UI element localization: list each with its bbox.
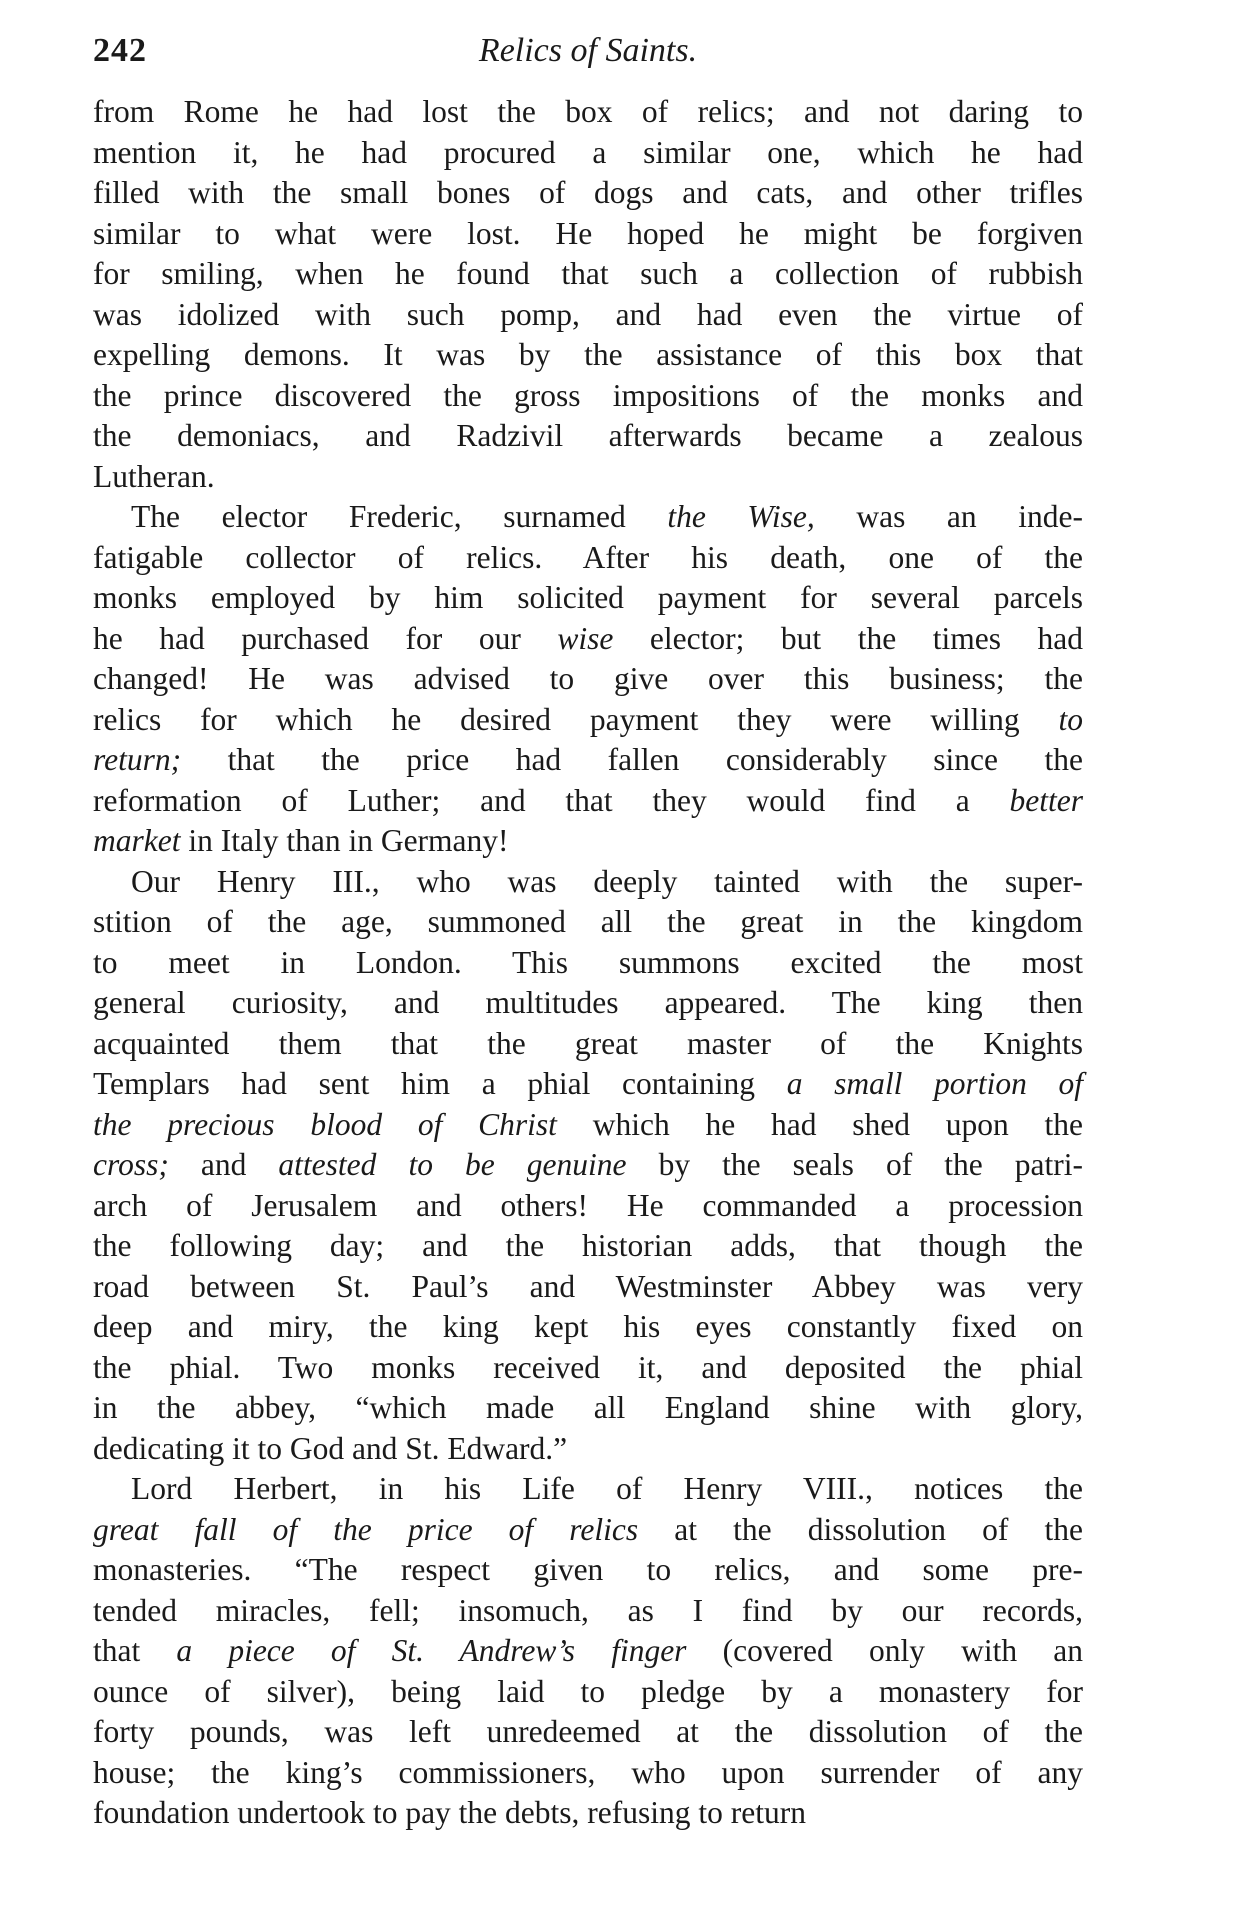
text-run: the prince discovered the gross impositions of the monks and xyxy=(93,377,1083,413)
italic-text: great fall of the price of relics xyxy=(93,1511,639,1547)
text-line xyxy=(93,578,1083,619)
italic-text: a piece of St. Andrew’s finger xyxy=(176,1633,687,1668)
page-number: 242 xyxy=(93,32,147,69)
text-run: house; the king’s commissioners, who upon surrender of any xyxy=(93,1754,1083,1790)
text-run: Templars had sent him a phial containing xyxy=(93,1066,787,1101)
text-line xyxy=(93,821,1083,862)
text-line xyxy=(93,1186,1083,1227)
text-line xyxy=(93,416,1083,457)
text-run: filled with the small bones of dogs and cats, and other trifles xyxy=(93,175,1083,210)
text-run: fatigable collector of relics. After his death, one of the xyxy=(93,539,1083,575)
text-line xyxy=(93,862,1083,903)
text-line xyxy=(93,1550,1083,1591)
text-line xyxy=(93,254,1083,295)
text-run: which he had shed upon the xyxy=(556,1106,1083,1142)
italic-text: cross; xyxy=(93,1147,169,1182)
text-run: and xyxy=(168,1147,279,1182)
text-run: changed! He was advised to give over this business; the xyxy=(93,661,1083,696)
text-run: was an inde- xyxy=(814,499,1083,534)
text-run: Our Henry III., who was deeply tainted with the super- xyxy=(131,863,1083,899)
italic-text: the Wise, xyxy=(667,499,815,534)
text-line xyxy=(93,1753,1083,1794)
italic-text: return; xyxy=(93,742,182,777)
text-line xyxy=(93,457,1083,498)
text-line xyxy=(93,1267,1083,1308)
text-run: in the abbey, “which made all England shine with glory, xyxy=(93,1390,1083,1425)
text-run: that the price had fallen considerably since the xyxy=(181,742,1083,777)
italic-text: wise xyxy=(557,620,614,656)
body-text xyxy=(93,92,1083,1834)
text-line xyxy=(93,1712,1083,1753)
text-line xyxy=(93,538,1083,579)
italic-text: the precious blood of Christ xyxy=(93,1106,557,1142)
text-line xyxy=(93,133,1083,174)
paragraph xyxy=(93,92,1083,497)
text-line xyxy=(93,659,1083,700)
text-run: to meet in London. This summons excited the most xyxy=(93,944,1083,980)
text-line xyxy=(93,1064,1083,1105)
text-run: the following day; and the historian adds, that though the xyxy=(93,1228,1083,1263)
text-line xyxy=(93,700,1083,741)
text-run: relics for which he desired payment they were willing xyxy=(93,701,1059,737)
text-run: he had purchased for our xyxy=(93,620,558,656)
text-run: monks employed by him solicited payment for several parcels xyxy=(93,580,1083,615)
text-run: was idolized with such pomp, and had even the virtue of xyxy=(93,296,1083,332)
text-run: that xyxy=(93,1633,177,1668)
text-line xyxy=(93,1672,1083,1713)
text-run: from Rome he had lost the box of relics; and not daring to xyxy=(93,94,1083,129)
text-line xyxy=(93,943,1083,984)
text-line xyxy=(93,1307,1083,1348)
text-line xyxy=(93,497,1083,538)
text-run: general curiosity, and multitudes appeared. The king then xyxy=(93,985,1083,1020)
text-run: road between St. Paul’s and Westminster Abbey was very xyxy=(93,1268,1083,1304)
book-page xyxy=(93,28,1083,1834)
text-run: The elector Frederic, surnamed xyxy=(131,499,668,534)
text-line xyxy=(93,902,1083,943)
italic-text: a small portion of xyxy=(786,1066,1084,1101)
text-line xyxy=(93,214,1083,255)
text-run: the demoniacs, and Radzivil afterwards became a zealous xyxy=(93,418,1083,453)
italic-text: market xyxy=(93,823,181,858)
text-line xyxy=(93,1145,1083,1186)
text-run: forty pounds, was left unredeemed at the dissolution of the xyxy=(93,1714,1083,1749)
text-line xyxy=(93,619,1083,660)
text-line xyxy=(93,1226,1083,1267)
running-title: Relics of Saints. xyxy=(478,32,698,69)
paragraph xyxy=(93,497,1083,862)
text-line xyxy=(93,295,1083,336)
text-line xyxy=(93,1591,1083,1632)
text-line xyxy=(93,376,1083,417)
paragraph xyxy=(93,862,1083,1470)
text-run: Lutheran. xyxy=(93,458,215,494)
text-run: arch of Jerusalem and others! He commanded a procession xyxy=(93,1187,1083,1223)
text-line xyxy=(93,1469,1083,1510)
italic-text: to xyxy=(1058,701,1083,737)
text-line xyxy=(93,173,1083,214)
text-run: monasteries. “The respect given to relics, and some pre- xyxy=(93,1552,1083,1587)
text-run: similar to what were lost. He hoped he might be forgiven xyxy=(93,215,1083,251)
running-head xyxy=(93,28,1083,84)
text-run: reformation of Luther; and that they would find a xyxy=(93,782,1010,818)
text-run: deep and miry, the king kept his eyes constantly fixed on xyxy=(93,1309,1083,1344)
text-run: elector; but the times had xyxy=(613,620,1084,656)
text-run: by the seals of the patri- xyxy=(626,1147,1083,1182)
text-run: expelling demons. It was by the assistance of this box that xyxy=(93,337,1083,372)
text-line xyxy=(93,983,1083,1024)
text-line xyxy=(93,740,1083,781)
text-run: foundation undertook to pay the debts, refusing to return xyxy=(93,1795,806,1830)
italic-text: better xyxy=(1009,782,1083,818)
text-run: mention it, he had procured a similar one, which he had xyxy=(93,134,1083,170)
text-run: acquainted them that the great master of the Knights xyxy=(93,1025,1083,1061)
text-run: for smiling, when he found that such a collection of rubbish xyxy=(93,256,1083,291)
text-run: in Italy than in Germany! xyxy=(180,823,509,858)
paragraph xyxy=(93,1469,1083,1834)
text-line xyxy=(93,92,1083,133)
text-run: stition of the age, summoned all the great in the kingdom xyxy=(93,904,1083,939)
text-line xyxy=(93,1024,1083,1065)
text-line xyxy=(93,781,1083,822)
text-run: tended miracles, fell; insomuch, as I find by our records, xyxy=(93,1592,1083,1628)
text-run: the phial. Two monks received it, and deposited the phial xyxy=(93,1349,1083,1385)
text-line xyxy=(93,1429,1083,1470)
text-run: dedicating it to God and St. Edward.” xyxy=(93,1430,568,1466)
text-run: at the dissolution of the xyxy=(638,1511,1083,1547)
text-line xyxy=(93,335,1083,376)
text-line xyxy=(93,1348,1083,1389)
text-line xyxy=(93,1793,1083,1834)
text-run: ounce of silver), being laid to pledge by a monastery for xyxy=(93,1673,1083,1709)
text-line xyxy=(93,1510,1083,1551)
text-line xyxy=(93,1631,1083,1672)
text-run: (covered only with an xyxy=(686,1633,1083,1668)
text-line xyxy=(93,1388,1083,1429)
text-line xyxy=(93,1105,1083,1146)
italic-text: attested to be genuine xyxy=(278,1147,627,1182)
text-run: Lord Herbert, in his Life of Henry VIII., notices the xyxy=(131,1471,1083,1506)
